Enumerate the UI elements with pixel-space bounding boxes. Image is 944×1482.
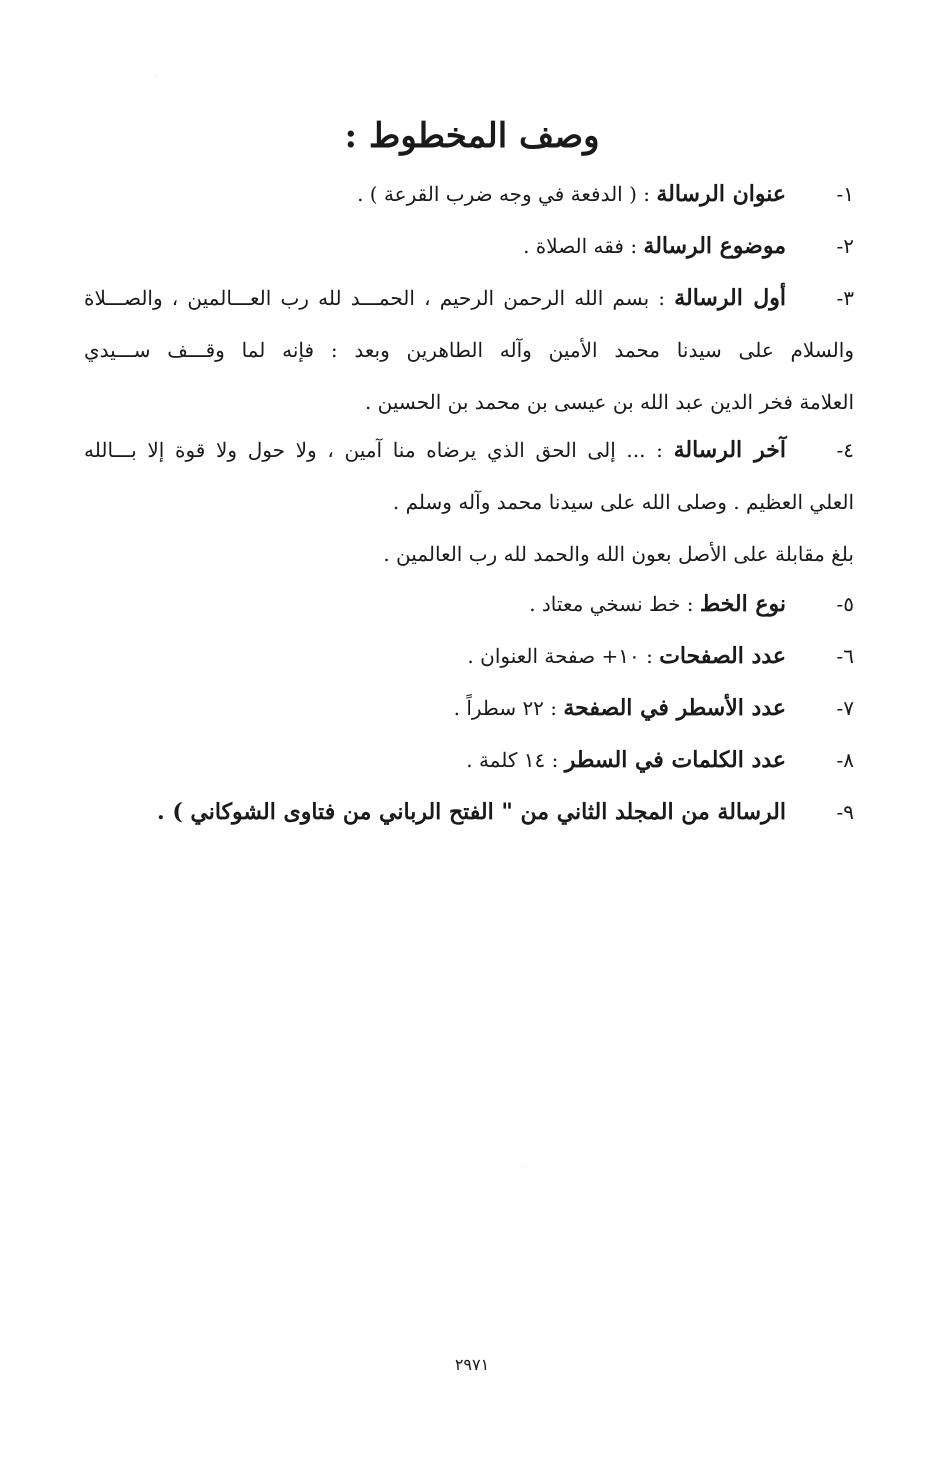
- list-item-words-per-line: [84, 734, 854, 786]
- page-title: وصف المخطوط :: [344, 116, 600, 156]
- item-text: : خط نسخي معتاد .: [529, 592, 694, 616]
- item-continuation-line: العلامة فخر الدين عبد الله بن عيسى بن محمد بن الحسين .: [364, 390, 854, 414]
- item-text: : ٢٢ سطراً .: [453, 696, 558, 720]
- item-continuation-line: العلي العظيم . وصلى الله على سيدنا محمد وآله وسلم .: [392, 490, 854, 514]
- item-text: : ١٤ كلمة .: [466, 748, 559, 772]
- item-text: : فقه الصلاة .: [523, 234, 638, 258]
- item-number: ٦-: [836, 644, 854, 668]
- item-text: : ١٠+ صفحة العنوان .: [467, 644, 653, 668]
- item-label: عدد الصفحات: [659, 643, 786, 669]
- item-continuation-line: والسلام على سيدنا محمد الأمين وآله الطاهرين وبعد : فإنه لما وقـــف ســـيدي: [84, 338, 854, 362]
- collation-note: بلغ مقابلة على الأصل بعون الله والحمد لله رب العالمين .: [383, 542, 854, 566]
- item-label: نوع الخط: [699, 591, 786, 617]
- item-line: [84, 578, 854, 630]
- item-number: ٣-: [836, 286, 854, 310]
- item-number: ٤-: [836, 438, 854, 462]
- item-text: : ... إلى الحق الذي يرضاه منا آمين ، ولا حول ولا قوة إلا بـــالله: [84, 438, 663, 462]
- item-number: ١-: [836, 182, 854, 206]
- list-item-incipit: [84, 272, 854, 428]
- item-number: ٢-: [836, 234, 854, 258]
- item-line: [84, 734, 854, 786]
- item-number: ٨-: [836, 748, 854, 772]
- item-text: : ( الدفعة في وجه ضرب القرعة ) .: [357, 182, 650, 206]
- item-number: ٧-: [836, 696, 854, 720]
- item-label: موضوع الرسالة: [643, 233, 786, 259]
- item-label: عدد الأسطر في الصفحة: [563, 695, 786, 721]
- list-item-script-type: [84, 578, 854, 630]
- list-item-page-count: [84, 630, 854, 682]
- item-line: [84, 272, 854, 324]
- item-label: عدد الكلمات في السطر: [564, 747, 786, 773]
- page-number: ٢٩٧١: [454, 1355, 490, 1374]
- item-label: عنوان الرسالة: [656, 181, 786, 207]
- scan-speck: [522, 1166, 523, 1167]
- item-number: ٥-: [836, 592, 854, 616]
- list-item-title: [84, 168, 854, 220]
- list-item-subject: [84, 220, 854, 272]
- item-line: [84, 682, 854, 734]
- list-item-source: [84, 786, 854, 838]
- item-number: ٩-: [836, 800, 854, 824]
- item-line: [84, 630, 854, 682]
- item-label: أول الرسالة: [674, 285, 787, 311]
- list-item-lines-per-page: [84, 682, 854, 734]
- item-label: آخر الرسالة: [673, 437, 786, 463]
- scan-speck: [156, 75, 157, 76]
- item-line: [84, 220, 854, 272]
- list-item-explicit: [84, 424, 854, 580]
- item-line: [84, 424, 854, 476]
- item-line: [84, 168, 854, 220]
- item-text: الرسالة من المجلد الثاني من " الفتح الرباني من فتاوى الشوكاني ) .: [157, 799, 786, 825]
- item-text: : بسم الله الرحمن الرحيم ، الحمـــد لله رب العـــالمين ، والصـــلاة: [84, 286, 666, 310]
